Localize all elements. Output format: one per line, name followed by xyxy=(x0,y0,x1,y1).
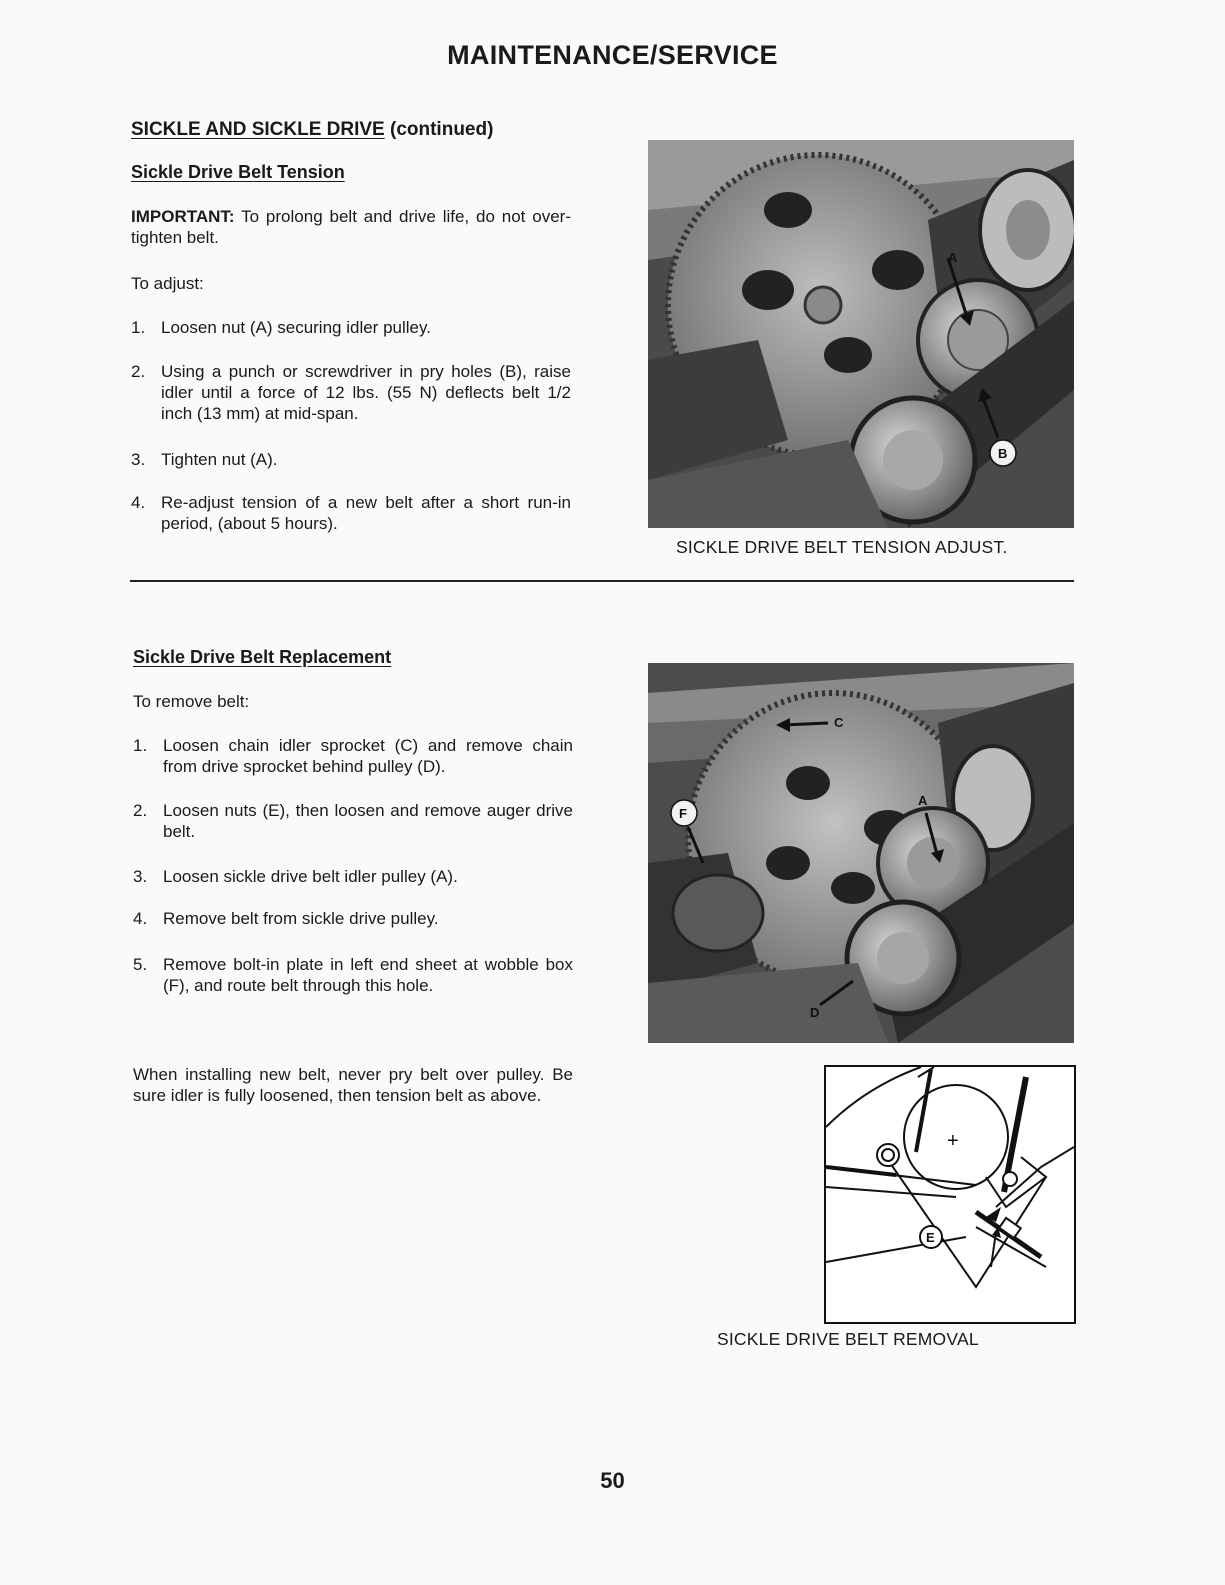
step-text: Remove bolt-in plate in left end sheet at wobble box (F), and route belt through this hole. xyxy=(163,955,573,995)
section-heading-text: SICKLE AND SICKLE DRIVE xyxy=(131,119,385,140)
adjust-intro: To adjust: xyxy=(131,274,204,293)
step-text: Loosen nut (A) securing idler pulley. xyxy=(161,318,431,337)
step-text: Re-adjust tension of a new belt after a short run-in period, (about 5 hours). xyxy=(161,493,571,533)
belt-tension-photo-illustration xyxy=(648,140,1074,528)
belt-removal-diagram-drawing xyxy=(826,1067,1074,1322)
subheading-belt-replacement: Sickle Drive Belt Replacement xyxy=(133,647,392,667)
belt-removal-diagram xyxy=(824,1065,1076,1324)
belt-replacement-photo xyxy=(648,663,1074,1043)
list-item xyxy=(131,449,571,470)
label-f: F xyxy=(679,806,687,821)
belt-replacement-photo-illustration xyxy=(648,663,1074,1043)
step-number: 3. xyxy=(133,867,148,886)
label-b: B xyxy=(998,446,1008,461)
center-mark-icon: + xyxy=(947,1130,959,1152)
wobble-box xyxy=(673,875,763,951)
subheading-belt-tension: Sickle Drive Belt Tension xyxy=(131,162,345,182)
important-label: IMPORTANT: xyxy=(131,207,235,226)
step-text: Tighten nut (A). xyxy=(161,450,278,469)
list-item xyxy=(133,954,573,996)
step-number: 1. xyxy=(131,318,146,337)
page-number: 50 xyxy=(600,1468,625,1493)
section-divider xyxy=(130,580,1074,582)
step-number: 3. xyxy=(131,450,146,469)
step-number: 4. xyxy=(133,909,148,928)
photo-caption-tension: SICKLE DRIVE BELT TENSION ADJUST. xyxy=(676,537,1008,557)
page-title: MAINTENANCE/SERVICE xyxy=(447,40,778,70)
remove-intro: To remove belt: xyxy=(133,692,250,711)
step-text: Loosen chain idler sprocket (C) and remove chain from drive sprocket behind pulley (D). xyxy=(163,736,573,776)
step-number: 2. xyxy=(131,362,146,381)
list-item xyxy=(133,866,573,887)
step-number: 5. xyxy=(133,955,148,974)
step-number: 2. xyxy=(133,801,148,820)
step-text: Loosen sickle drive belt idler pulley (A). xyxy=(163,867,458,886)
label-d: D xyxy=(810,1005,820,1020)
list-item xyxy=(133,908,573,929)
list-item xyxy=(131,492,571,534)
list-item xyxy=(131,361,571,424)
list-item xyxy=(133,735,573,777)
label-c: C xyxy=(834,715,844,730)
label-a: A xyxy=(948,250,958,265)
label-a: A xyxy=(918,793,928,808)
belt-tension-photo xyxy=(648,140,1074,528)
label-e: E xyxy=(926,1230,935,1245)
installation-note: When installing new belt, never pry belt over pulley. Be sure idler is fully loosened, then tension belt as above. xyxy=(133,1065,573,1105)
section-heading-suffix: (continued) xyxy=(390,119,494,140)
step-text: Remove belt from sickle drive pulley. xyxy=(163,909,439,928)
important-note xyxy=(131,206,571,248)
list-item xyxy=(133,800,573,842)
step-text: Using a punch or screwdriver in pry holes (B), raise idler until a force of 12 lbs. (55 N) deflects belt 1/2 inch (13 mm) at mid-span. xyxy=(161,362,571,423)
step-number: 4. xyxy=(131,493,146,512)
important-text: To prolong belt and drive life, do not over-tighten belt. xyxy=(131,207,571,247)
list-item xyxy=(131,317,571,338)
section-heading xyxy=(131,119,493,141)
step-number: 1. xyxy=(133,736,148,755)
step-text: Loosen nuts (E), then loosen and remove auger drive belt. xyxy=(163,801,573,841)
caption-belt-removal: SICKLE DRIVE BELT REMOVAL xyxy=(717,1329,979,1349)
